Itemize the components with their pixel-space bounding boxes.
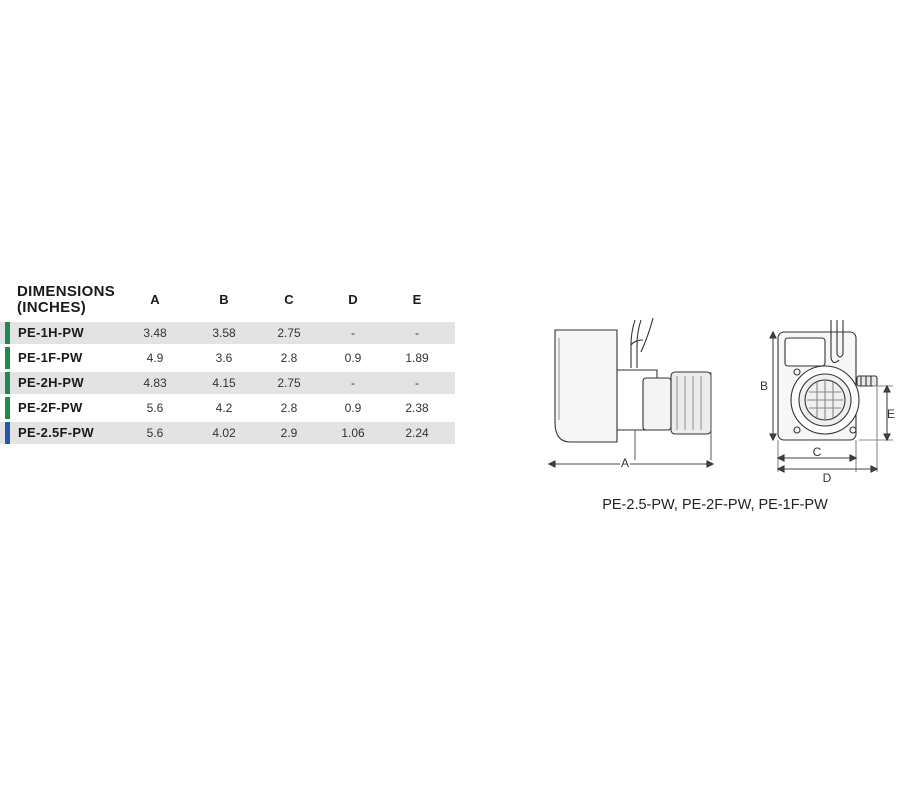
value-a: 3.48: [143, 326, 167, 340]
table-title-line2: (INCHES): [17, 299, 87, 316]
column-header-b: B: [219, 292, 229, 307]
value-e: 1.89: [405, 351, 429, 365]
value-e: -: [415, 376, 419, 390]
value-d: -: [351, 326, 355, 340]
table-row: [0, 347, 455, 369]
dimension-label-e: E: [886, 407, 895, 421]
value-e: 2.38: [405, 401, 429, 415]
dimension-a: [549, 461, 713, 467]
dimension-label-d: D: [822, 471, 832, 485]
dimension-label-b: B: [759, 379, 769, 393]
row-accent-bar: [5, 322, 10, 344]
value-d: 1.06: [341, 426, 365, 440]
value-c: 2.75: [277, 376, 301, 390]
column-header-a: A: [150, 292, 160, 307]
row-accent-bar: [5, 397, 10, 419]
value-d: -: [351, 376, 355, 390]
value-e: -: [415, 326, 419, 340]
value-b: 3.6: [215, 351, 233, 365]
value-a: 4.9: [146, 351, 164, 365]
value-b: 4.15: [212, 376, 236, 390]
value-b: 4.02: [212, 426, 236, 440]
dimension-label-c: C: [812, 445, 822, 459]
pump-side-view: [555, 318, 711, 460]
table-title: [17, 284, 115, 316]
value-a: 5.6: [146, 401, 164, 415]
dimension-b: [770, 332, 776, 440]
value-c: 2.8: [280, 351, 298, 365]
value-c: 2.8: [280, 401, 298, 415]
value-a: 5.6: [146, 426, 164, 440]
pump-front-view: [778, 320, 877, 440]
row-accent-bar: [5, 422, 10, 444]
value-b: 4.2: [215, 401, 233, 415]
pump-dimension-drawing: [535, 310, 895, 490]
value-d: 0.9: [344, 351, 362, 365]
value-d: 0.9: [344, 401, 362, 415]
value-b: 3.58: [212, 326, 236, 340]
table-row: [0, 422, 455, 444]
model-name: PE-2F-PW: [18, 400, 83, 415]
value-e: 2.24: [405, 426, 429, 440]
value-c: 2.75: [277, 326, 301, 340]
table-row: [0, 397, 455, 419]
row-accent-bar: [5, 372, 10, 394]
model-name: PE-2H-PW: [18, 375, 84, 390]
table-title-line1: DIMENSIONS: [17, 283, 116, 300]
table-header: [0, 282, 455, 322]
model-name: PE-1F-PW: [18, 350, 83, 365]
model-name: PE-1H-PW: [18, 325, 84, 340]
column-header-c: C: [284, 292, 294, 307]
diagram-caption: PE-2.5-PW, PE-2F-PW, PE-1F-PW: [602, 497, 828, 513]
row-accent-bar: [5, 347, 10, 369]
table-row: [0, 322, 455, 344]
value-a: 4.83: [143, 376, 167, 390]
dimensions-table: [0, 282, 455, 447]
model-name: PE-2.5F-PW: [18, 425, 94, 440]
column-header-d: D: [348, 292, 358, 307]
value-c: 2.9: [280, 426, 298, 440]
dimension-label-a: A: [620, 456, 630, 470]
column-header-e: E: [412, 292, 422, 307]
table-row: [0, 372, 455, 394]
